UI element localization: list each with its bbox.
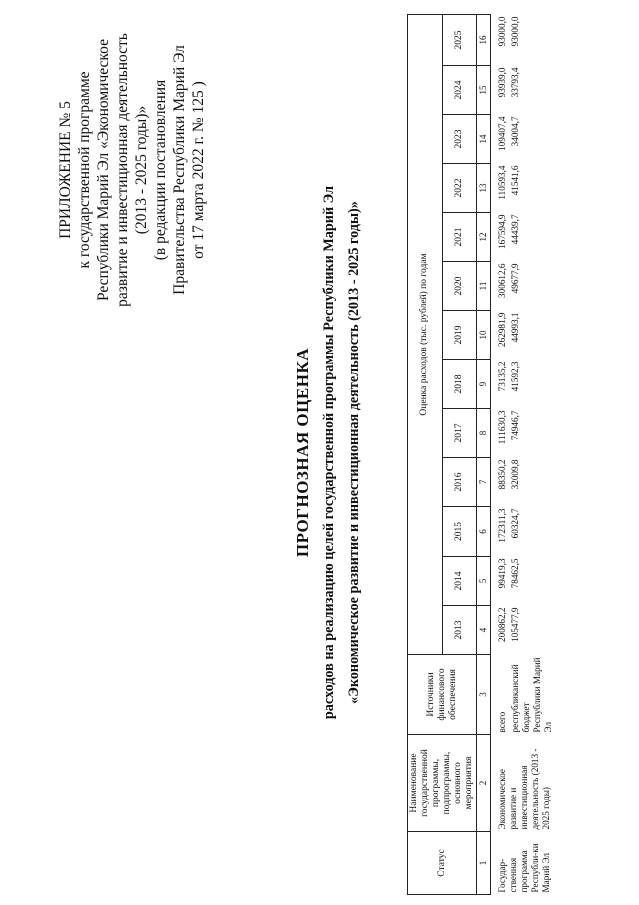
- status-cell: Государ-ственная программа Республи-ки Марий Эл: [497, 843, 551, 893]
- header-year: 2014: [442, 557, 477, 606]
- column-number: 13: [477, 164, 491, 213]
- column-number: 7: [477, 458, 491, 507]
- column-number: 12: [477, 213, 491, 262]
- value-cell: 109407,4: [497, 116, 507, 151]
- value-cell: 73135,2: [497, 361, 507, 392]
- header-year: 2023: [442, 115, 477, 164]
- value-cell: 167594,9: [497, 214, 507, 249]
- header-year: 2017: [442, 409, 477, 458]
- column-number: 6: [477, 507, 491, 557]
- value-cell: 111630,3: [497, 410, 507, 445]
- value-cell: 93000,0: [497, 16, 507, 47]
- document-heading: [293, 0, 363, 905]
- value-cell: 99419,3: [497, 558, 507, 589]
- header-year: 2016: [442, 458, 477, 507]
- value-cell: 105477,9: [510, 607, 520, 642]
- column-number: 14: [477, 115, 491, 164]
- value-cell: 93939,0: [497, 67, 507, 98]
- value-cell: 44439,7: [510, 214, 520, 245]
- header-program-name: Наименование государственной программы, подпрограммы, основного мероприятия: [408, 735, 477, 832]
- appendix-line: (2013 - 2025 годы)»: [133, 105, 150, 235]
- appendix-line: Правительства Республики Марий Эл: [171, 45, 188, 295]
- header-year: 2013: [442, 606, 477, 655]
- column-number: 4: [477, 606, 491, 655]
- header-estimate: Оценка расходов (тыс. рублей) по годам: [408, 14, 443, 654]
- column-number: 16: [477, 14, 491, 65]
- table-row: [491, 14, 510, 894]
- value-cell: 110593,4: [497, 165, 507, 200]
- value-cell: 41592,3: [510, 361, 520, 392]
- column-number: 11: [477, 262, 491, 311]
- value-cell: 78462,5: [510, 558, 520, 589]
- column-number: 8: [477, 409, 491, 458]
- funding-source-cell: республиканский бюджет Республики Марий Эл: [510, 657, 553, 733]
- appendix-line: развитие и инвестиционная деятельность: [114, 33, 131, 307]
- header-year: 2021: [442, 213, 477, 262]
- value-cell: 41541,6: [510, 165, 520, 196]
- program-name-cell: Экономическое развитие и инвестиционная деятельность (2013 - 2025 годы): [497, 748, 551, 830]
- value-cell: 32009,8: [510, 459, 520, 490]
- appendix-line: (в редакции постановления: [152, 79, 169, 261]
- appendix-line: ПРИЛОЖЕНИЕ № 5: [57, 101, 74, 239]
- value-cell: 33793,4: [510, 67, 520, 98]
- header-year: 2022: [442, 164, 477, 213]
- funding-source-cell: всего: [497, 711, 507, 733]
- header-year: 2015: [442, 507, 477, 557]
- value-cell: 93000,0: [510, 16, 520, 47]
- value-cell: 88350,2: [497, 459, 507, 490]
- value-cell: 34004,7: [510, 116, 520, 147]
- column-number: 2: [477, 735, 491, 832]
- header-status: Статус: [408, 832, 477, 895]
- document-title: ПРОГНОЗНАЯ ОЦЕНКА: [293, 347, 312, 558]
- value-cell: 44993,1: [510, 312, 520, 343]
- column-number: 9: [477, 360, 491, 409]
- appendix-block: [56, 20, 208, 320]
- appendix-line: Республики Марий Эл «Экономическое: [95, 39, 112, 301]
- appendix-line: к государственной программе: [76, 71, 93, 269]
- expense-estimate-table: [407, 14, 555, 895]
- header-year: 2024: [442, 66, 477, 115]
- value-cell: 200862,2: [497, 607, 507, 642]
- header-year: 2020: [442, 262, 477, 311]
- appendix-line: от 17 марта 2022 г. № 125 ): [190, 81, 207, 259]
- value-cell: 172311,3: [497, 508, 507, 543]
- value-cell: 262981,9: [497, 312, 507, 347]
- column-number: 3: [477, 655, 491, 735]
- column-number-row: [477, 14, 491, 894]
- value-cell: 74946,7: [510, 410, 520, 441]
- header-year: 2018: [442, 360, 477, 409]
- column-number: 10: [477, 311, 491, 360]
- value-cell: 300612,6: [497, 263, 507, 298]
- column-number: 5: [477, 557, 491, 606]
- column-number: 15: [477, 66, 491, 115]
- header-year: 2019: [442, 311, 477, 360]
- header-year: 2025: [442, 14, 477, 65]
- value-cell: 49677,9: [510, 263, 520, 294]
- document-subtitle-2: «Экономическое развитие и инвестиционная деятельность (2013 - 2025 годы)»: [346, 201, 362, 704]
- column-number: 1: [477, 832, 491, 895]
- document-subtitle-1: расходов на реализацию целей государственной программы Республики Марий Эл: [321, 185, 337, 720]
- value-cell: 60324,7: [510, 508, 520, 539]
- header-funding-source: Источники финансового обеспечения: [408, 655, 477, 735]
